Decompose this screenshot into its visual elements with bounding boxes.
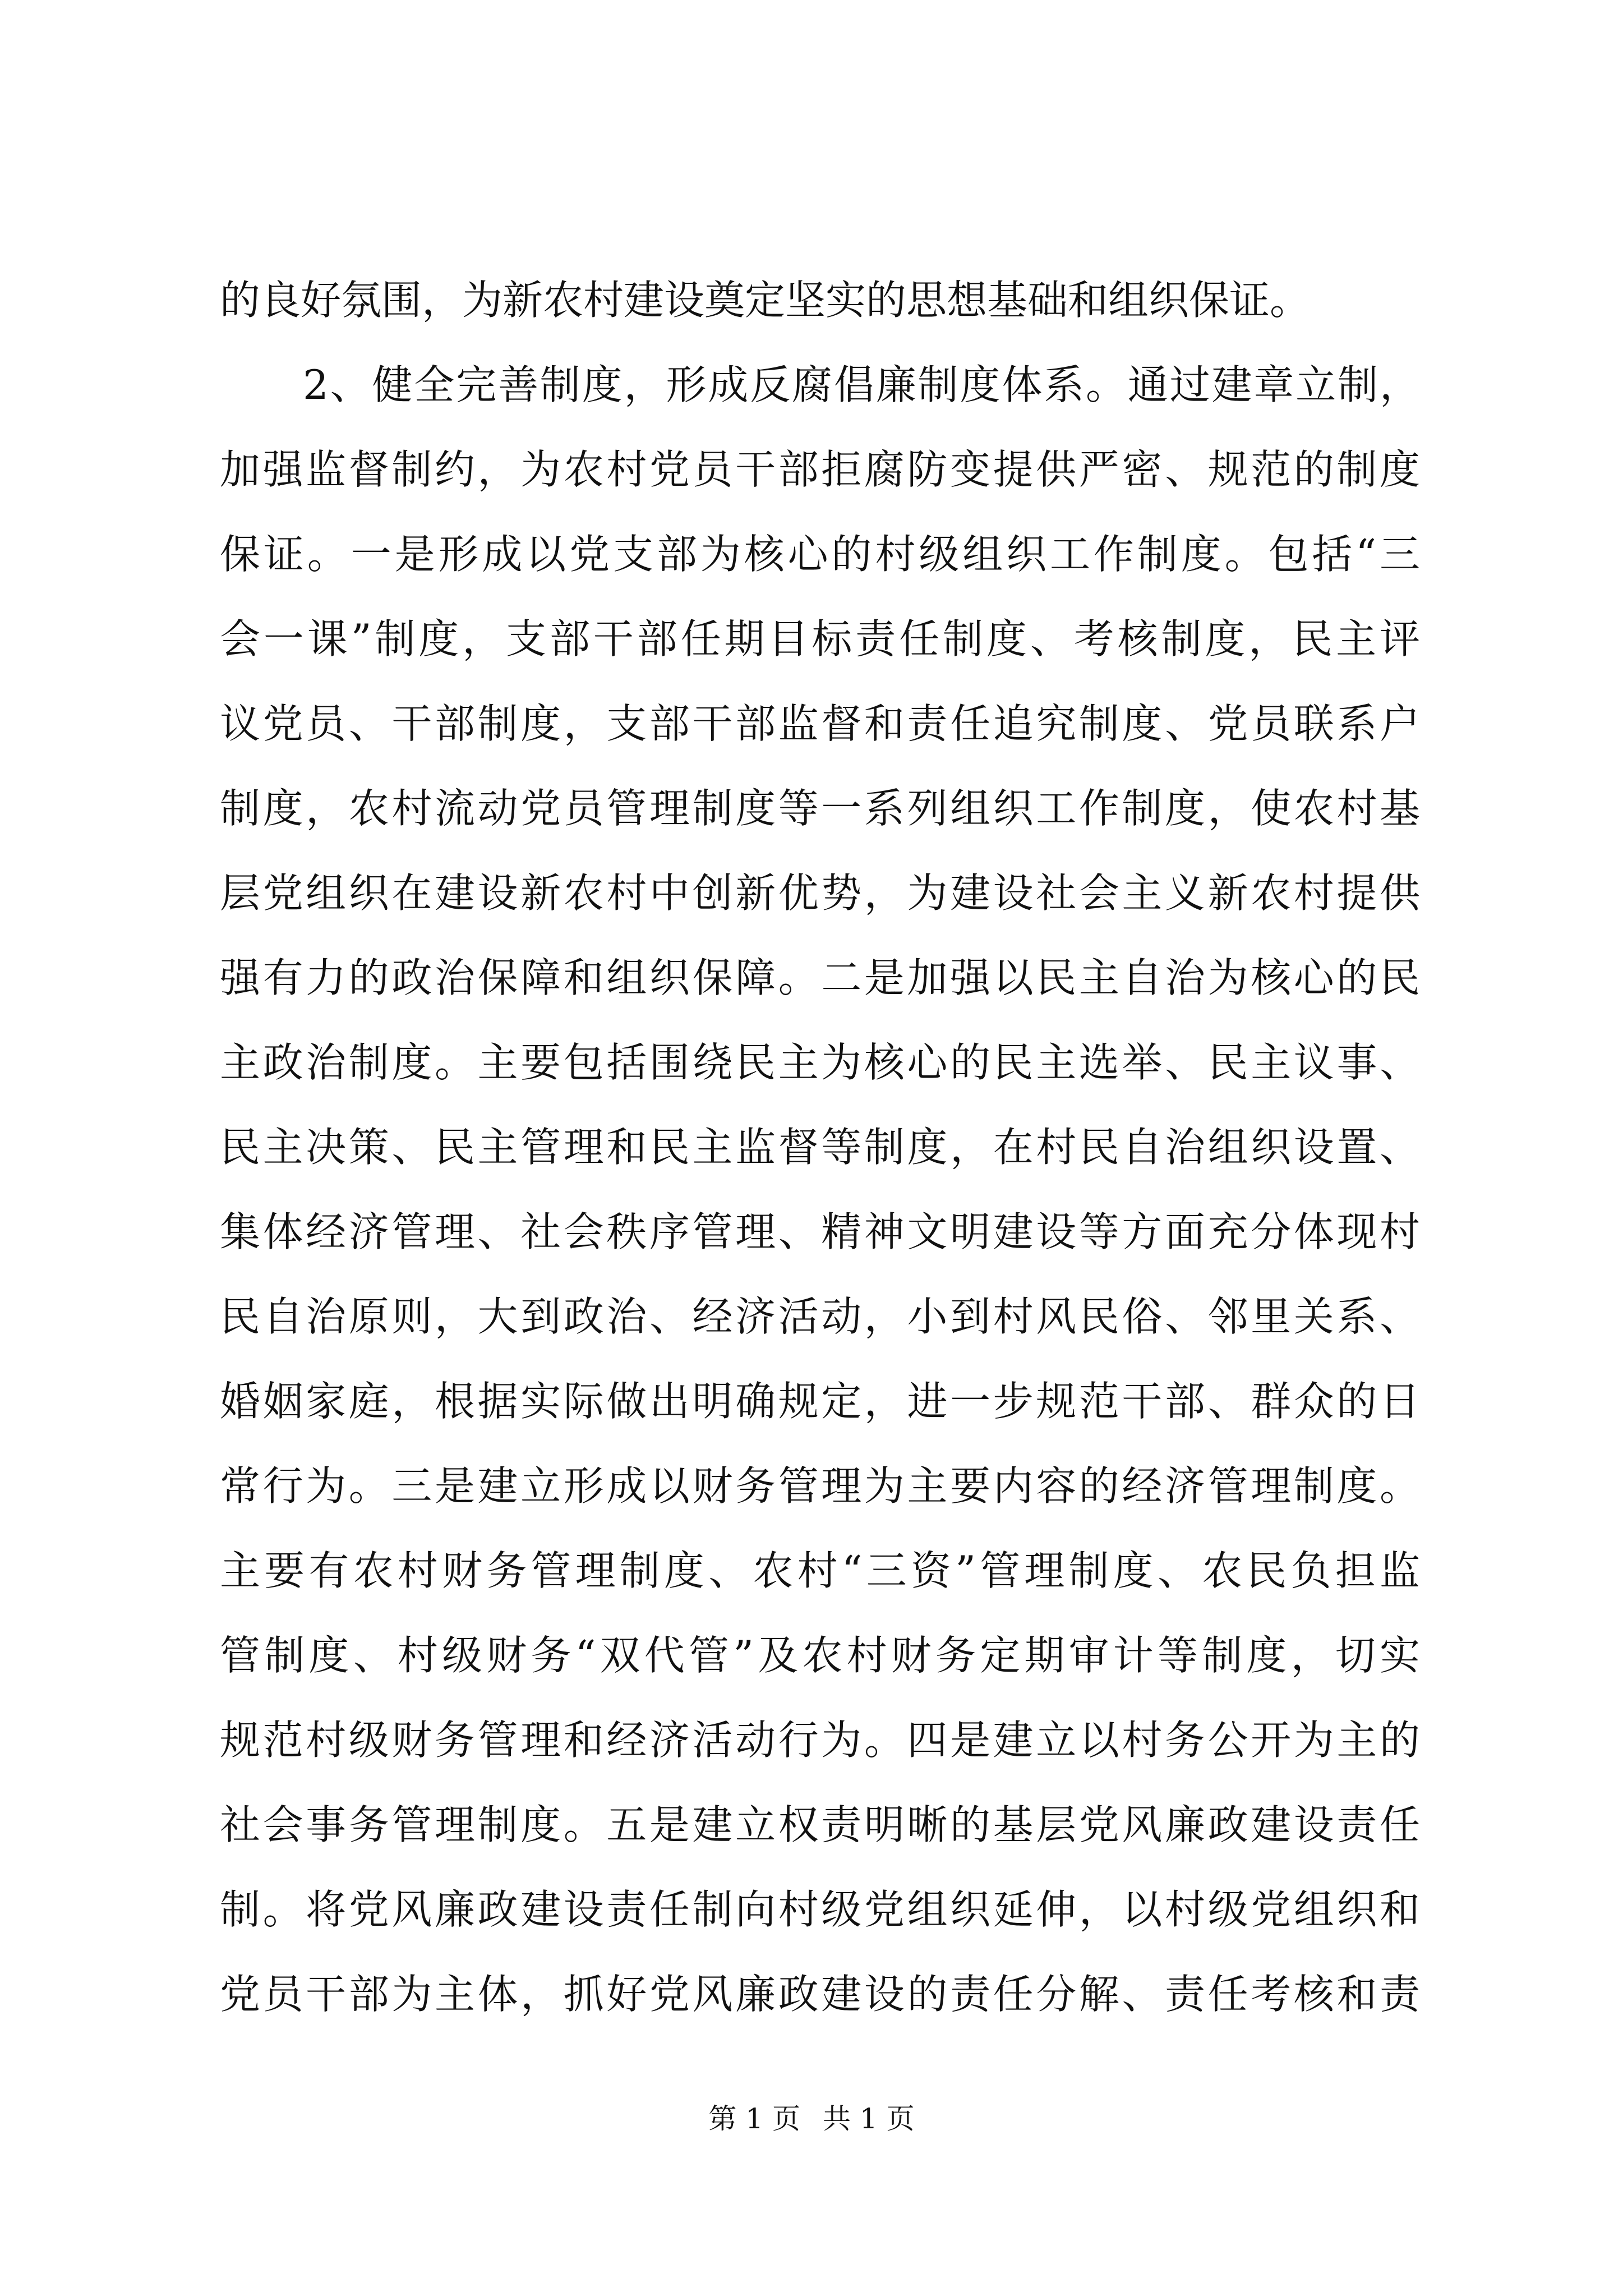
paragraph-line: 保证。一是形成以党支部为核心的村级组织工作制度。包括“三 bbox=[220, 531, 1420, 578]
paragraph-line: 民主决策、民主管理和民主监督等制度，在村民自治组织设置、 bbox=[220, 1124, 1420, 1171]
paragraph-line: 社会事务管理制度。五是建立权责明晰的基层党风廉政建设责任 bbox=[220, 1801, 1420, 1848]
paragraph-line: 强有力的政治保障和组织保障。二是加强以民主自治为核心的民 bbox=[220, 954, 1420, 1001]
paragraph-line: 制。将党风廉政建设责任制向村级党组织延伸，以村级党组织和 bbox=[220, 1886, 1420, 1933]
paragraph-line: 民自治原则，大到政治、经济活动，小到村风民俗、邻里关系、 bbox=[220, 1293, 1420, 1340]
paragraph-line: 主政治制度。主要包括围绕民主为核心的民主选举、民主议事、 bbox=[220, 1039, 1420, 1086]
page-total: 共 1 页 bbox=[823, 2102, 915, 2135]
paragraph-line: 规范村级财务管理和经济活动行为。四是建立以村务公开为主的 bbox=[220, 1717, 1420, 1764]
paragraph-line: 会一课”制度，支部干部任期目标责任制度、考核制度，民主评 bbox=[220, 615, 1420, 662]
paragraph-line: 集体经济管理、社会秩序管理、精神文明建设等方面充分体现村 bbox=[220, 1208, 1420, 1255]
paragraph-line: 加强监督制约，为农村党员干部拒腐防变提供严密、规范的制度 bbox=[220, 446, 1420, 493]
paragraph-line: 层党组织在建设新农村中创新优势，为建设社会主义新农村提供 bbox=[220, 869, 1420, 917]
paragraph-line: 制度，农村流动党员管理制度等一系列组织工作制度，使农村基 bbox=[220, 785, 1420, 832]
document-body bbox=[220, 258, 1420, 2037]
page-number: 第 1 页 bbox=[708, 2102, 800, 2135]
paragraph-line: 婚姻家庭，根据实际做出明确规定，进一步规范干部、群众的日 bbox=[220, 1378, 1420, 1425]
paragraph-line: 2、健全完善制度，形成反腐倡廉制度体系。通过建章立制， bbox=[303, 361, 1420, 408]
paragraph-line: 的良好氛围，为新农村建设奠定坚实的思想基础和组织保证。 bbox=[220, 277, 1311, 324]
paragraph-line: 常行为。三是建立形成以财务管理为主要内容的经济管理制度。 bbox=[220, 1462, 1420, 1510]
page-footer bbox=[0, 2101, 1623, 2137]
paragraph-line: 党员干部为主体，抓好党风廉政建设的责任分解、责任考核和责 bbox=[220, 1971, 1420, 2018]
paragraph-line: 管制度、村级财务“双代管”及农村财务定期审计等制度，切实 bbox=[220, 1632, 1420, 1679]
paragraph-line: 议党员、干部制度，支部干部监督和责任追究制度、党员联系户 bbox=[220, 700, 1420, 747]
paragraph-line: 主要有农村财务管理制度、农村“三资”管理制度、农民负担监 bbox=[220, 1547, 1420, 1594]
